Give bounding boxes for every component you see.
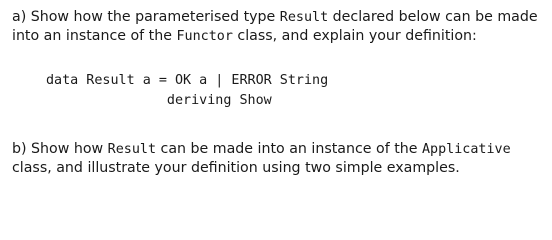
- code-line-2: deriving Show: [46, 93, 272, 108]
- code-block: [46, 71, 328, 111]
- code-line-1: data Result a = OK a | ERROR String: [46, 73, 329, 88]
- result-type-name-b: Result: [107, 142, 157, 157]
- functor-class-name: Functor: [176, 29, 233, 44]
- question-a: [12, 8, 547, 46]
- result-type-name: Result: [279, 10, 329, 25]
- applicative-class-name: Applicative: [422, 142, 511, 157]
- question-b-text-2: can be made into an instance of the: [156, 141, 422, 157]
- question-b: [12, 140, 547, 178]
- question-b-text-3: class, and illustrate your definition using two simple examples.: [12, 160, 460, 176]
- question-a-text-1: a) Show how the parameterised type: [12, 9, 280, 25]
- question-a-text-2: declared below can be made into an instance of the: [12, 9, 538, 44]
- question-b-text-1: b) Show how: [12, 141, 108, 157]
- question-a-text-3: class, and explain your definition:: [232, 28, 477, 44]
